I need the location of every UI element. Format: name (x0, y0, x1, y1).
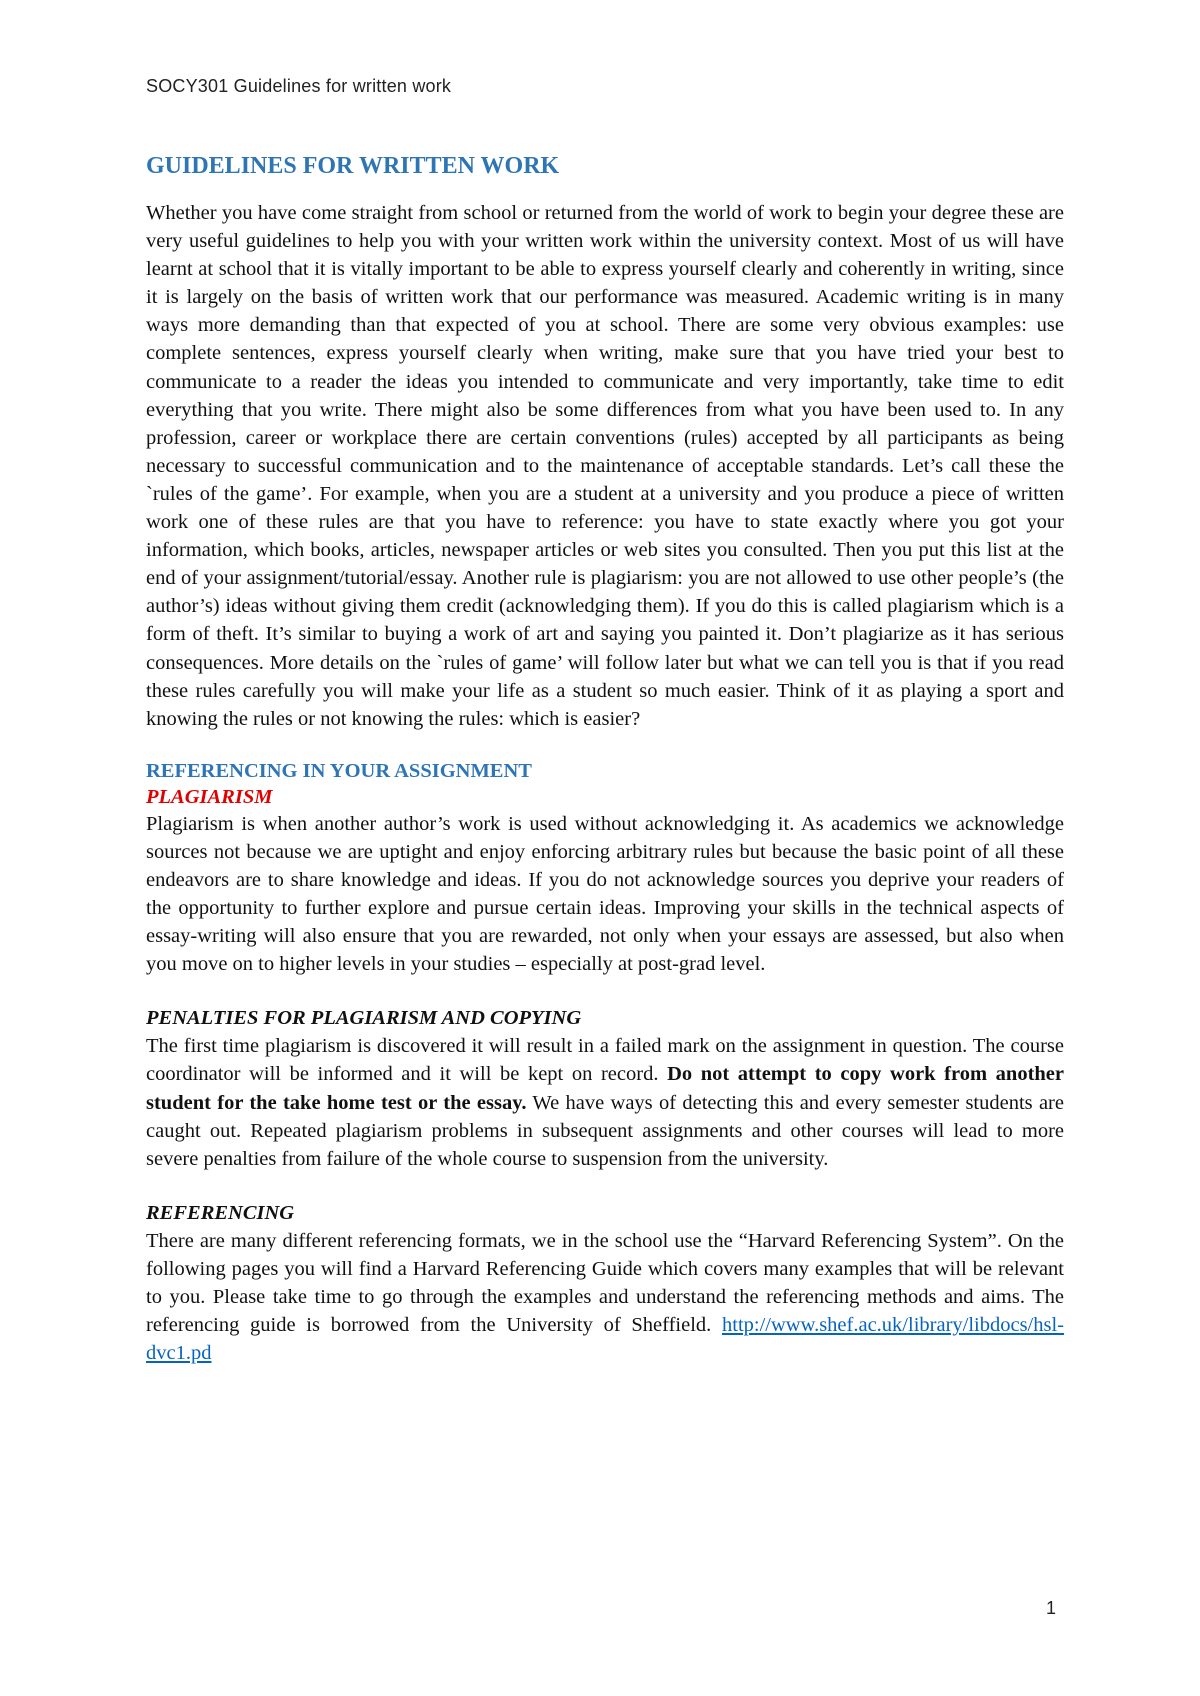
penalties-warning-bold: Do not attempt to copy work from another student for the take home test or the essay. (146, 1063, 1064, 1114)
sheffield-guide-link[interactable]: http://www.shef.ac.uk/library/libdocs/hsl-dvc1.pd (146, 1314, 1064, 1365)
document-title: GUIDELINES FOR WRITTEN WORK (146, 153, 560, 179)
intro-paragraph: Whether you have come straight from school or returned from the world of work to begin your degree these are very useful guidelines to help you with your written work within the university context. Most of us will have learnt at school that it is vitally important to be able to express yourself clearly and coherently in writing, since it is largely on the basis of written work that our performance was measured. Academic writing is in many ways more demanding than that expected of you at school. There are some very obvious examples: use complete sentences, express yourself clearly when writing, make sure that you have tried your best to communicate to a reader the ideas you intended to communicate and very importantly, take time to edit everything that you write. There might also be some differences from what you have been used to. In any profession, career or workplace there are certain conventions (rules) accepted by all participants as being necessary to successful communication and to the maintenance of acceptable standards. Let’s call these the `rules of the game’. For example, when you are a student at a university and you produce a piece of written work one of these rules are that you have to reference: you have to state exactly where you got your information, which books, articles, newspaper articles or web sites you consulted. Then you put this list at the end of your assignment/tutorial/essay. Another rule is plagiarism: you are not allowed to use other people’s (the author’s) ideas without giving them credit (acknowledging them). If you do this is called plagiarism which is a form of theft. It’s similar to buying a work of art and saying you painted it. Don’t plagiarize as it has serious consequences. More details on the `rules of game’ will follow later but what we can tell you is that if you read these rules carefully you will make your life as a student so much easier. Think of it as playing a sport and knowing the rules or not knowing the rules: which is easier? (146, 202, 1064, 730)
running-header: SOCY301 Guidelines for written work (146, 76, 452, 96)
subheading-plagiarism: PLAGIARISM (146, 785, 273, 808)
section-heading-referencing-in-your-assignment: REFERENCING IN YOUR ASSIGNMENT (146, 759, 532, 782)
plagiarism-paragraph: Plagiarism is when another author’s work is used without acknowledging it. As academics we acknowledge sources not because we are uptight and enjoy enforcing arbitrary rules but because the basic point of all these endeavors are to share knowledge and ideas. If you do not acknowledge sources you deprive your readers of the opportunity to further explore and pursue certain ideas. Improving your skills in the technical aspects of essay-writing will also ensure that you are rewarded, not only when your essays are assessed, but also when you move on to higher levels in your studies – especially at post-grad level. (146, 812, 1064, 976)
penalties-text-start: The first time plagiarism is discovered it will result in a failed mark on the assignment in question. The course coordinator will be informed and it will be kept on record. (146, 1035, 1064, 1086)
penalties-text-end: We have ways of detecting this and every semester students are caught out. Repeated plagiarism problems in subsequent assignments and other courses will lead to more severe penalties from failure of the whole course to suspension from the university. (146, 1091, 1064, 1170)
referencing-paragraph (146, 1227, 1064, 1367)
subheading-penalties: PENALTIES FOR PLAGIARISM AND COPYING (146, 1007, 582, 1030)
referencing-text: There are many different referencing formats, we in the school use the “Harvard Referencing System”. On the following pages you will find a Harvard Referencing Guide which covers many examples that will be relevant to you. Please take time to go through the examples and understand the referencing methods and aims. The referencing guide is borrowed from the University of Sheffield. (146, 1229, 1064, 1337)
page-number: 1 (1046, 1598, 1057, 1618)
subheading-referencing: REFERENCING (146, 1201, 295, 1224)
document-body (146, 152, 1064, 1367)
penalties-paragraph (146, 1032, 1064, 1172)
